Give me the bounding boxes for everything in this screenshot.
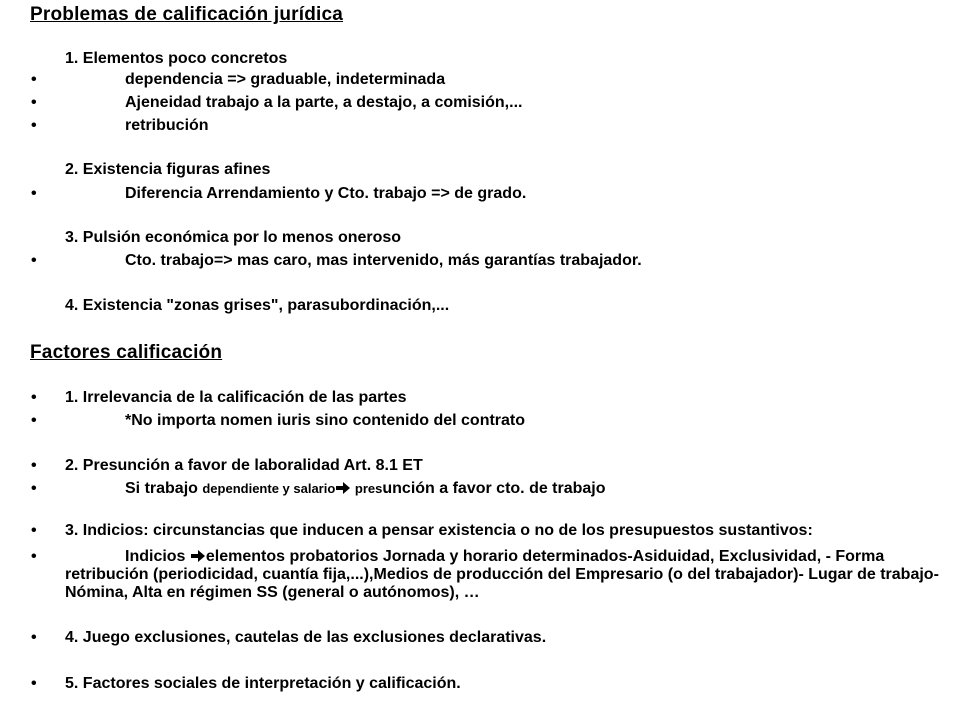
- heading-problemas: Problemas de calificación jurídica: [30, 4, 344, 25]
- bullet-retribucion: retribución: [125, 117, 209, 134]
- bullet-cto-trabajo: Cto. trabajo=> mas caro, mas intervenido, más garantías trabajador.: [125, 252, 642, 269]
- bullet-icon: •: [31, 185, 37, 202]
- bullet-dependencia: dependencia => graduable, indeterminada: [125, 71, 446, 88]
- factor-4-exclusiones: 4. Juego exclusiones, cautelas de las exclusiones declarativas.: [65, 629, 547, 646]
- arrow-right-icon: [191, 550, 205, 562]
- item-2-figuras-afines: 2. Existencia figuras afines: [65, 161, 271, 178]
- arrow-right-icon: [336, 482, 350, 494]
- factor-1-irrelevancia: 1. Irrelevancia de la calificación de las partes: [65, 389, 407, 406]
- factor-3-sub: [65, 548, 955, 602]
- factor-3-indicios: 3. Indicios: circunstancias que inducen a pensar existencia o no de los presupuestos sustantivos:: [65, 522, 813, 539]
- bullet-icon: •: [31, 675, 37, 692]
- heading-factores: Factores calificación: [30, 342, 223, 363]
- bullet-icon: •: [31, 480, 37, 497]
- bullet-icon: •: [31, 389, 37, 406]
- factor-5-sociales: 5. Factores sociales de interpretación y calificación.: [65, 675, 461, 692]
- bullet-ajeneidad: Ajeneidad trabajo a la parte, a destajo, a comisión,...: [125, 94, 523, 111]
- bullet-diferencia: Diferencia Arrendamiento y Cto. trabajo => de grado.: [125, 185, 527, 202]
- factor-2-presuncion: 2. Presunción a favor de laboralidad Art. 8.1 ET: [65, 457, 423, 474]
- bullet-icon: •: [31, 548, 37, 565]
- factor-2-sub-c: pres: [351, 481, 383, 496]
- item-1-elementos: 1. Elementos poco concretos: [65, 50, 288, 67]
- factor-2-sub: [125, 480, 606, 498]
- bullet-icon: •: [31, 94, 37, 111]
- bullet-icon: •: [31, 117, 37, 134]
- bullet-icon: •: [31, 71, 37, 88]
- factor-2-sub-a: Si trabajo: [125, 480, 203, 497]
- factor-2-sub-d: unción a favor cto. de trabajo: [382, 480, 606, 497]
- bullet-icon: •: [31, 522, 37, 539]
- factor-2-sub-b: dependiente y salario: [202, 481, 336, 496]
- item-3-pulsion: 3. Pulsión económica por lo menos oneroso: [65, 229, 402, 246]
- bullet-icon: •: [31, 412, 37, 429]
- bullet-icon: •: [31, 457, 37, 474]
- item-4-zonas-grises: 4. Existencia "zonas grises", parasubordinación,...: [65, 297, 450, 314]
- bullet-icon: •: [31, 252, 37, 269]
- bullet-icon: •: [31, 629, 37, 646]
- factor-3-sub-a: Indicios: [125, 548, 190, 565]
- factor-1-sub: *No importa nomen iuris sino contenido del contrato: [125, 412, 526, 429]
- factor-3-sub-b: elementos probatorios Jornada y horario determinados-Asiduidad, Exclusividad, - Forma retribución (periodicidad, cuantía fija,...),Medios de producción del Empresario (o del trabajador)- Lugar de trabajo-Nómina, Alta en régimen SS (general o autónomos), …: [65, 548, 939, 601]
